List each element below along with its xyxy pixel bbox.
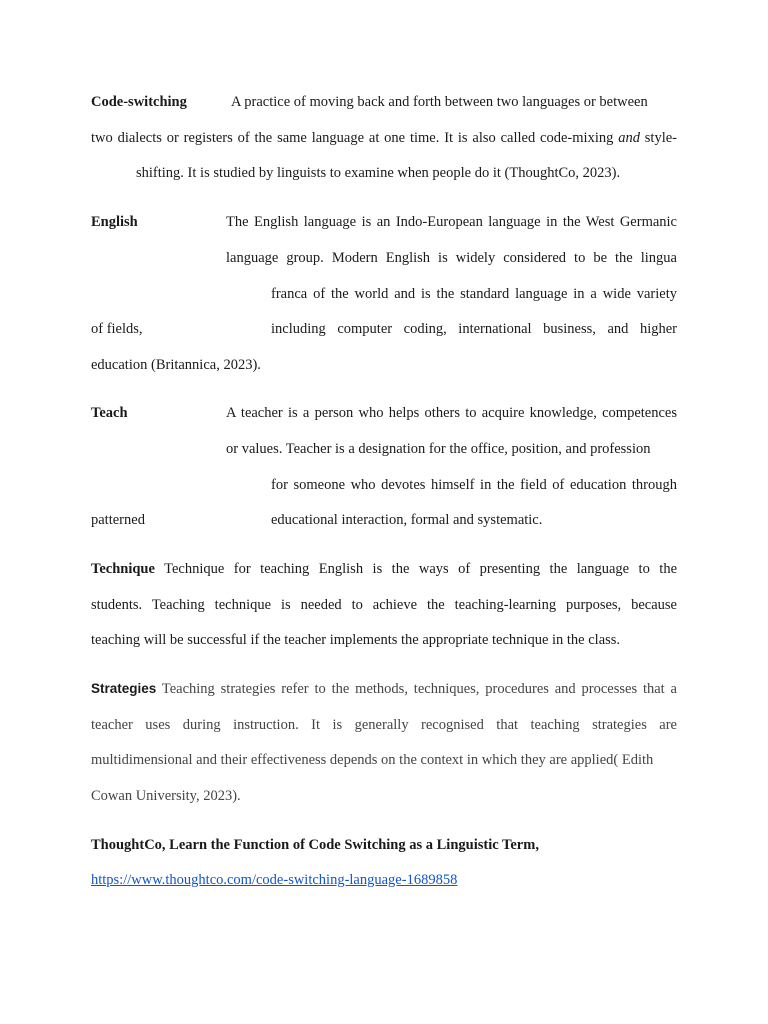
definition-line: educational interaction, formal and systematic.	[271, 512, 543, 528]
term-teach: Teach	[91, 405, 128, 421]
definition-line: The English language is an Indo-European language in the West Germanic	[226, 214, 677, 230]
term-code-switching: Code-switching	[91, 94, 187, 110]
definition-line: including computer coding, international business, and higher	[271, 321, 677, 337]
definition-line: teacher uses during instruction. It is generally recognised that teaching strategies are	[91, 717, 677, 733]
definition-line: education (Britannica, 2023).	[91, 357, 261, 373]
reference-link[interactable]: https://www.thoughtco.com/code-switching-language-1689858	[91, 872, 458, 888]
term-technique: Technique	[91, 561, 155, 577]
definition-line-left: of fields,	[91, 321, 143, 337]
term-english: English	[91, 214, 138, 230]
definition-line: multidimensional and their effectiveness depends on the context in which they are applied( Edith	[91, 752, 654, 768]
definition-line: franca of the world and is the standard language in a wide variety	[271, 286, 677, 302]
definition-line: two dialects or registers of the same language at one time. It is also called code-mixing and style-	[91, 130, 677, 146]
definition-line: students. Teaching technique is needed to achieve the teaching-learning purposes, because	[91, 597, 677, 613]
definition-line-left: patterned	[91, 512, 145, 528]
definition-line: A practice of moving back and forth between two languages or between	[231, 94, 648, 110]
definition-line: language group. Modern English is widely considered to be the lingua	[226, 250, 677, 266]
definition-line: teaching will be successful if the teacher implements the appropriate technique in the class.	[91, 632, 621, 648]
definition-line: Technique Technique for teaching English is the ways of presenting the language to the	[91, 561, 677, 577]
definition-line: Cowan University, 2023).	[91, 788, 241, 804]
definition-line: for someone who devotes himself in the field of education through	[271, 477, 677, 493]
definition-line: shifting. It is studied by linguists to examine when people do it (ThoughtCo, 2023).	[136, 165, 621, 181]
definition-line: or values. Teacher is a designation for the office, position, and profession	[226, 441, 651, 457]
definition-line: Strategies Teaching strategies refer to the methods, techniques, procedures and processes that a	[91, 681, 677, 697]
definition-line: A teacher is a person who helps others to acquire knowledge, competences	[226, 405, 677, 421]
reference-link-line	[91, 871, 457, 889]
term-strategies: Strategies	[91, 681, 157, 696]
reference-title: ThoughtCo, Learn the Function of Code Switching as a Linguistic Term,	[91, 837, 539, 853]
